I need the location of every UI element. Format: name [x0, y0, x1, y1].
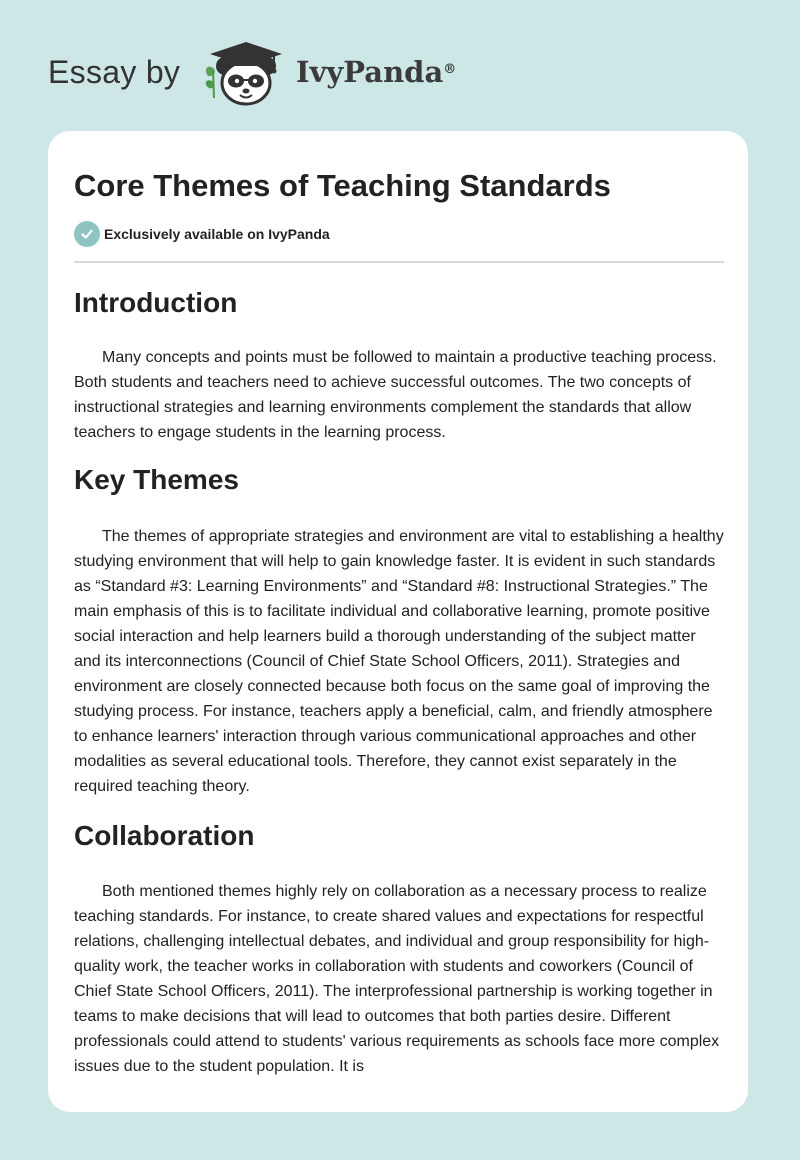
exclusive-badge-label: Exclusively available on IvyPanda [104, 226, 330, 242]
site-header [0, 0, 800, 130]
essay-card [48, 131, 748, 1112]
section-heading-introduction: Introduction [74, 287, 238, 318]
article-body [74, 279, 724, 1079]
title-divider [74, 261, 724, 263]
section-paragraph-key-themes: The themes of appropriate strategies and environment are vital to establishing a healthy studying environment that will help to gain knowledge faster. It is evident in such standards as “Standard #3: Learning Environments” and “Standard #8: Instructional Strategies.” The main emphasis of this is to facilitate individual and collaborative learning, promote positive social interaction and help learners build a thorough understanding of the subject matter and its interconnections (Council of Chief State School Officers, 2011). Strategies and environment are closely connected because both focus on the same goal of improving the studying process. For instance, teachers apply a beneficial, calm, and friendly atmosphere to enhance learners' interaction through various communicational approaches and other modalities as several educational tools. Therefore, they cannot exist separately in the required teaching theory. [74, 528, 724, 795]
check-circle-icon [74, 221, 100, 247]
page-title: Core Themes of Teaching Standards [74, 168, 611, 203]
section-heading-key-themes: Key Themes [74, 464, 239, 495]
section-paragraph-introduction: Many concepts and points must be followed to maintain a productive teaching process. Both students and teachers need to achieve successful outcomes. The two concepts of instructional strategies and learning environments complement the standards that allow teachers to engage students in the learning process. [74, 349, 717, 441]
section-paragraph-collaboration: Both mentioned themes highly rely on collaboration as a necessary process to realize teaching standards. For instance, to create shared values and expectations for respectful relations, challenging intellectual debates, and individual and group responsibility for high-quality work, the teacher works in collaboration with students and coworkers (Council of Chief State School Officers, 2011). The interprofessional partnership is working together in teams to make decisions that will lead to outcomes that both parties desire. Different professionals could attend to students' various requirements as schools face more complex issues due to the student population. It is [74, 883, 720, 1075]
section-heading-collaboration: Collaboration [74, 820, 255, 851]
registered-mark: ® [443, 62, 457, 77]
panda-graduate-logo-icon[interactable] [200, 36, 292, 108]
essay-by-label: Essay by [48, 54, 181, 90]
exclusive-badge [74, 221, 330, 247]
brand-name[interactable]: IvyPanda® [296, 55, 457, 89]
